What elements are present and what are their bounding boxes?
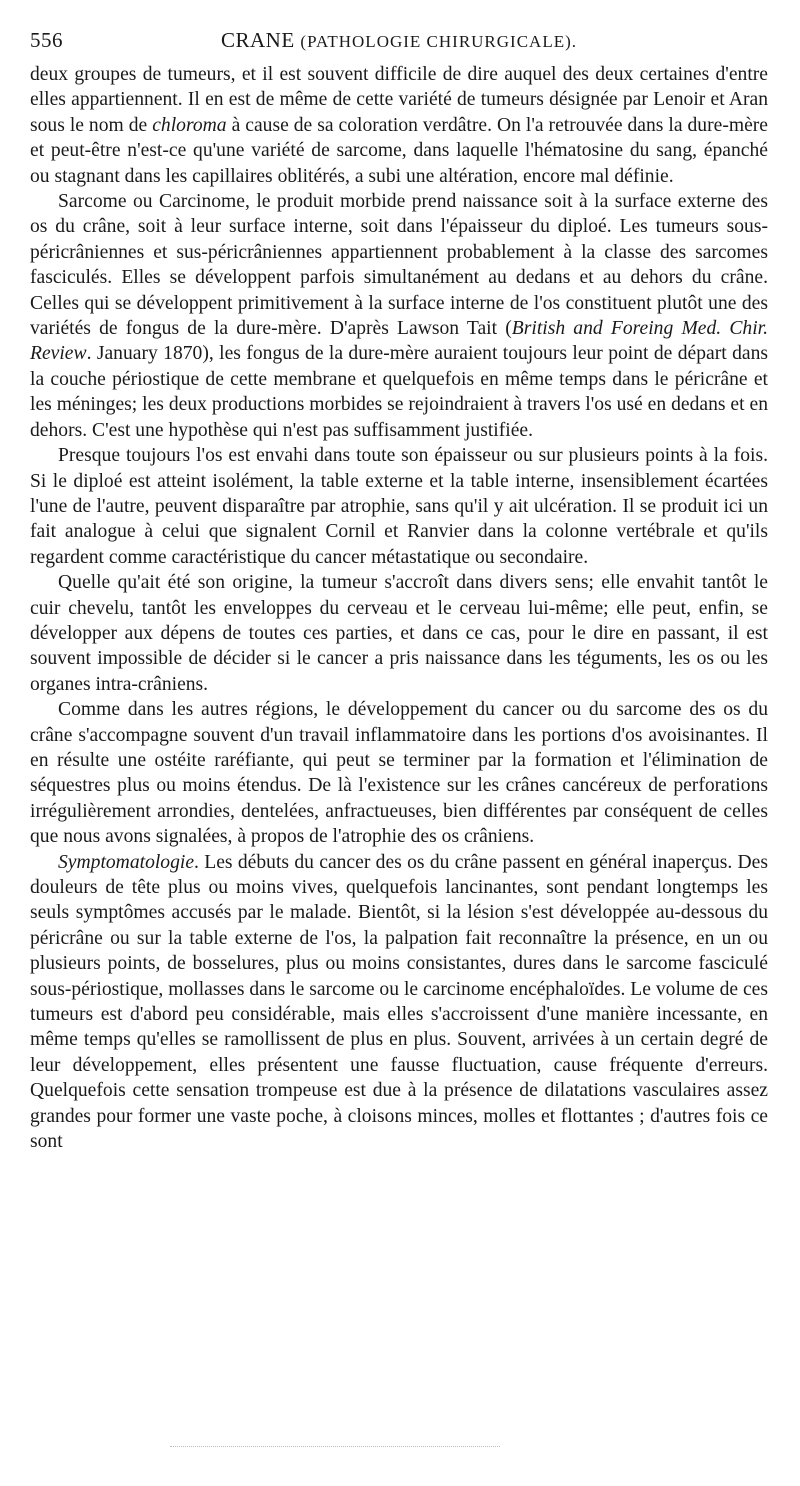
italic-text: chloroma xyxy=(152,114,227,136)
paragraph-text: . January 1870), les fongus de la dure-mère auraient toujours leur point de départ dans la couche périostique de cette membrane et quelquefois en même temps dans le péricrâne et les méninges; les deux productions morbides se rejoindraient à travers l'os usé en dedans et en dehors. C'est une hypothèse qui n'est pas suffisamment justifiée. xyxy=(30,343,768,441)
italic-text: Symptomatologie xyxy=(58,851,195,873)
italic-text: British and Foreing Med. Chir. Review xyxy=(30,318,768,365)
body-text xyxy=(30,62,768,1154)
paragraph-text: deux groupes de tumeurs, et il est souvent difficile de dire auquel des deux certaines d'entre elles appartiennent. Il en est de même de cette variété de tumeurs désignée par Lenoir et Aran sous le nom de xyxy=(30,64,768,136)
footer-divider xyxy=(170,1446,500,1447)
running-header xyxy=(30,28,768,62)
running-title-subtitle: (PATHOLOGIE CHIRURGICALE). xyxy=(300,32,578,51)
book-page xyxy=(30,28,768,1154)
paragraph xyxy=(30,570,768,697)
paragraph-text: Sarcome ou Carcinome, le produit morbide prend naissance soit à la surface externe des os du crâne, soit à leur surface interne, soit dans l'épaisseur du diploé. Les tumeurs sous-péricrâniennes et sus-péricrâniennes appartiennent probablement à la classe des sarcomes fasciculés. Elles se développent parfois simultanément au dedans et au dehors du crâne. Celles qui se développent primitivement à la surface interne de l'os constituent plutôt une des variétés de fongus de la dure-mère. D'après Lawson Tait ( xyxy=(30,191,768,340)
paragraph-text: Presque toujours l'os est envahi dans toute son épaisseur ou sur plusieurs points à la fois. Si le diploé est atteint isolément, la table externe et la table interne, insensiblement écartées l'une de l'autre, peuvent disparaître par atrophie, sans qu'il y ait ulcération. Il se produit ici un fait analogue à celui que signalent Cornil et Ranvier dans la colonne vertébrale et qu'ils regardent comme caractéristique du cancer métastatique ou secondaire. xyxy=(30,445,768,568)
paragraph-text: Comme dans les autres régions, le développement du cancer ou du sarcome des os du crâne s'accompagne souvent d'un travail inflammatoire dans les portions d'os avoisinantes. Il en résulte une ostéite raréfiante, qui peut se terminer par la formation et l'élimination de séquestres plus ou moins étendus. De là l'existence sur les crânes cancéreux de perforations irrégulièrement arrondies, dentelées, anfractueuses, bien différentes par conséquent de celles que nous avons signalées, à propos de l'atrophie des os crâniens. xyxy=(30,699,768,848)
paragraph xyxy=(30,850,768,1155)
paragraph-text: à cause de sa coloration verdâtre. On l'a retrouvée dans la dure-mère et peut-être n'est-ce qu'une variété de sarcome, dans laquelle l'hématosine du sang, épanché ou stagnant dans les capillaires oblitérés, a subi une altération, encore mal définie. xyxy=(30,114,768,187)
paragraph xyxy=(30,189,768,443)
paragraph xyxy=(30,62,768,189)
paragraph xyxy=(30,697,768,849)
running-title xyxy=(100,28,768,53)
running-title-main: CRANE xyxy=(220,28,295,52)
paragraph xyxy=(30,443,768,570)
page-number: 556 xyxy=(30,28,63,52)
paragraph-text: Quelle qu'ait été son origine, la tumeur s'accroît dans divers sens; elle envahit tantôt le cuir chevelu, tantôt les enveloppes du cerveau et le cerveau lui-même; elle peut, enfin, se développer aux dépens de toutes ces parties, et dans ce cas, pour le dire en passant, il est souvent impossible de décider si le cancer a pris naissance dans les téguments, les os ou les organes intra-crâniens. xyxy=(30,572,768,695)
paragraph-text: . Les débuts du cancer des os du crâne passent en général inaperçus. Des douleurs de tête plus ou moins vives, quelquefois lancinantes, sont pendant longtemps les seuls symptômes accusés par le malade. Bientôt, si la lésion s'est développée au-dessous du péricrâne ou sur la table externe de l'os, la palpation fait reconnaître la présence, en un ou plusieurs points, de bosselures, plus ou moins consistantes, dures dans le sarcome fasciculé sous-périostique, mollasses dans le sarcome ou le carcinome encéphaloïdes. Le volume de ces tumeurs est d'abord peu considérable, mais elles s'accroissent d'une manière incessante, en même temps qu'elles se ramollissent de plus en plus. Souvent, arrivées à un certain degré de leur développement, elles présentent une fausse fluctuation, cause fréquente d'erreurs. Quelquefois cette sensation trompeuse est due à la présence de dilatations vasculaires assez grandes pour former une vaste poche, à cloisons minces, molles et flottantes ; d'autres fois ce sont xyxy=(30,851,768,1153)
